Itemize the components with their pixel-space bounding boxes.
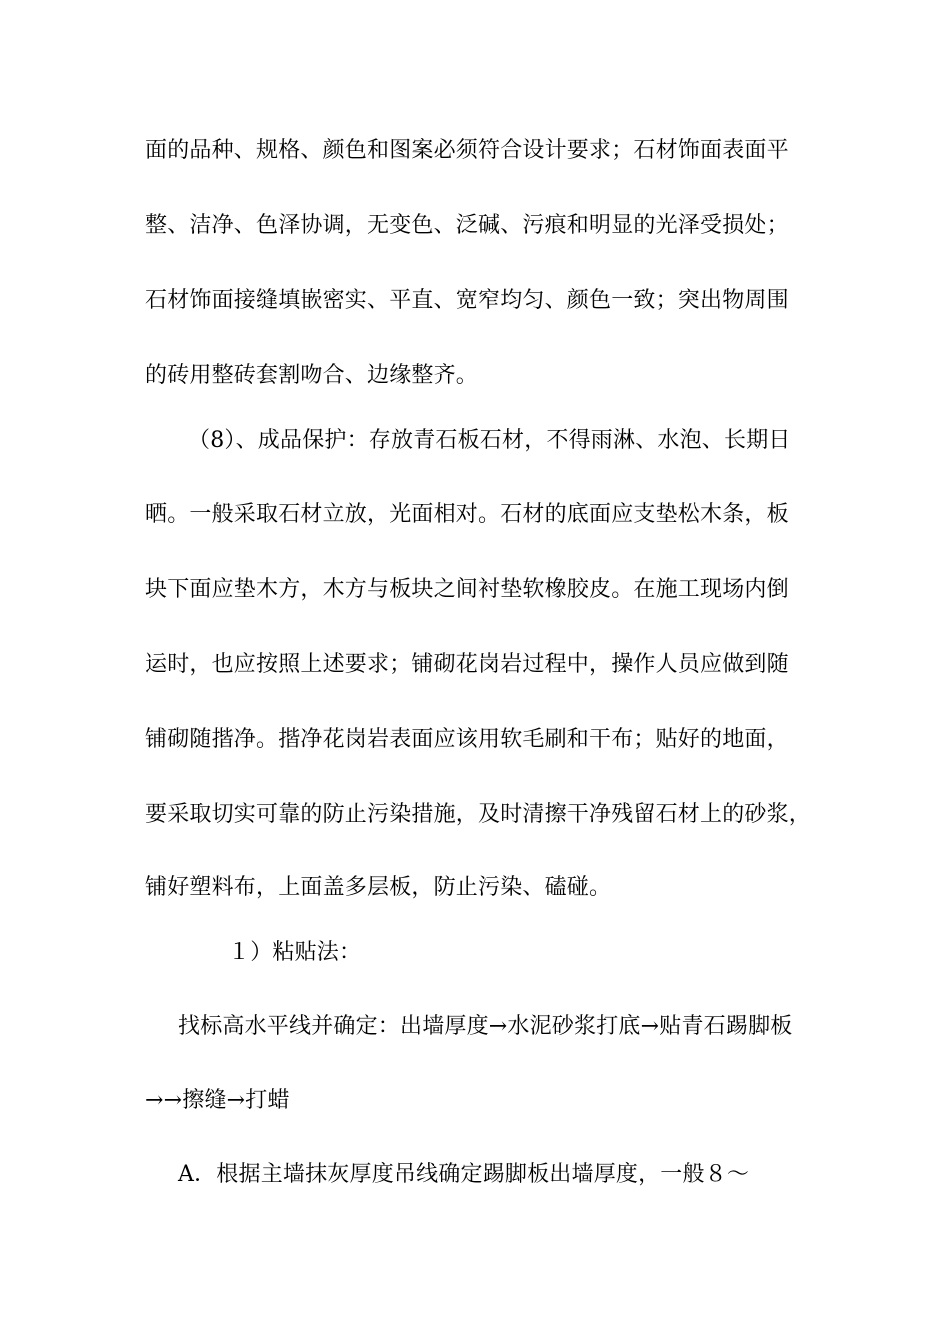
text-line: 铺砌随揩净。揩净花岗岩表面应该用软毛刷和干布；贴好的地面， <box>145 727 789 752</box>
text-line: 石材饰面接缝填嵌密实、平直、宽窄均匀、颜色一致；突出物周围 <box>145 288 789 313</box>
text-line: 面的品种、规格、颜色和图案必须符合设计要求；石材饰面表面平 <box>145 138 789 163</box>
text-line: 的砖用整砖套割吻合、边缘整齐。 <box>145 363 479 388</box>
text-line: 块下面应垫木方，木方与板块之间衬垫软橡胶皮。在施工现场内倒 <box>145 577 789 602</box>
subheading-paste-method: １）粘贴法： <box>228 940 362 965</box>
text-line: 晒。一般采取石材立放，光面相对。石材的底面应支垫松木条，板 <box>145 502 789 527</box>
process-flow-line: →→擦缝→打蜡 <box>145 1088 290 1113</box>
text-line: 整、洁净、色泽协调，无变色、泛碱、污痕和明显的光泽受损处； <box>145 213 789 238</box>
text-line: 运时，也应按照上述要求；铺砌花岗岩过程中，操作人员应做到随 <box>145 652 789 677</box>
section-heading-product-protection: （8）、成品保护：存放青石板石材，不得雨淋、水泡、长期日 <box>188 428 791 453</box>
step-a-line: A．根据主墙抹灰厚度吊线确定踢脚板出墙厚度，一般８～ <box>178 1162 750 1187</box>
process-flow-line: 找标高水平线并确定：出墙厚度→水泥砂浆打底→贴青石踢脚板 <box>178 1014 793 1039</box>
text-line: 要采取切实可靠的防止污染措施，及时清擦干净残留石材上的砂浆， <box>145 802 812 827</box>
text-line: 铺好塑料布，上面盖多层板，防止污染、磕碰。 <box>145 875 612 900</box>
